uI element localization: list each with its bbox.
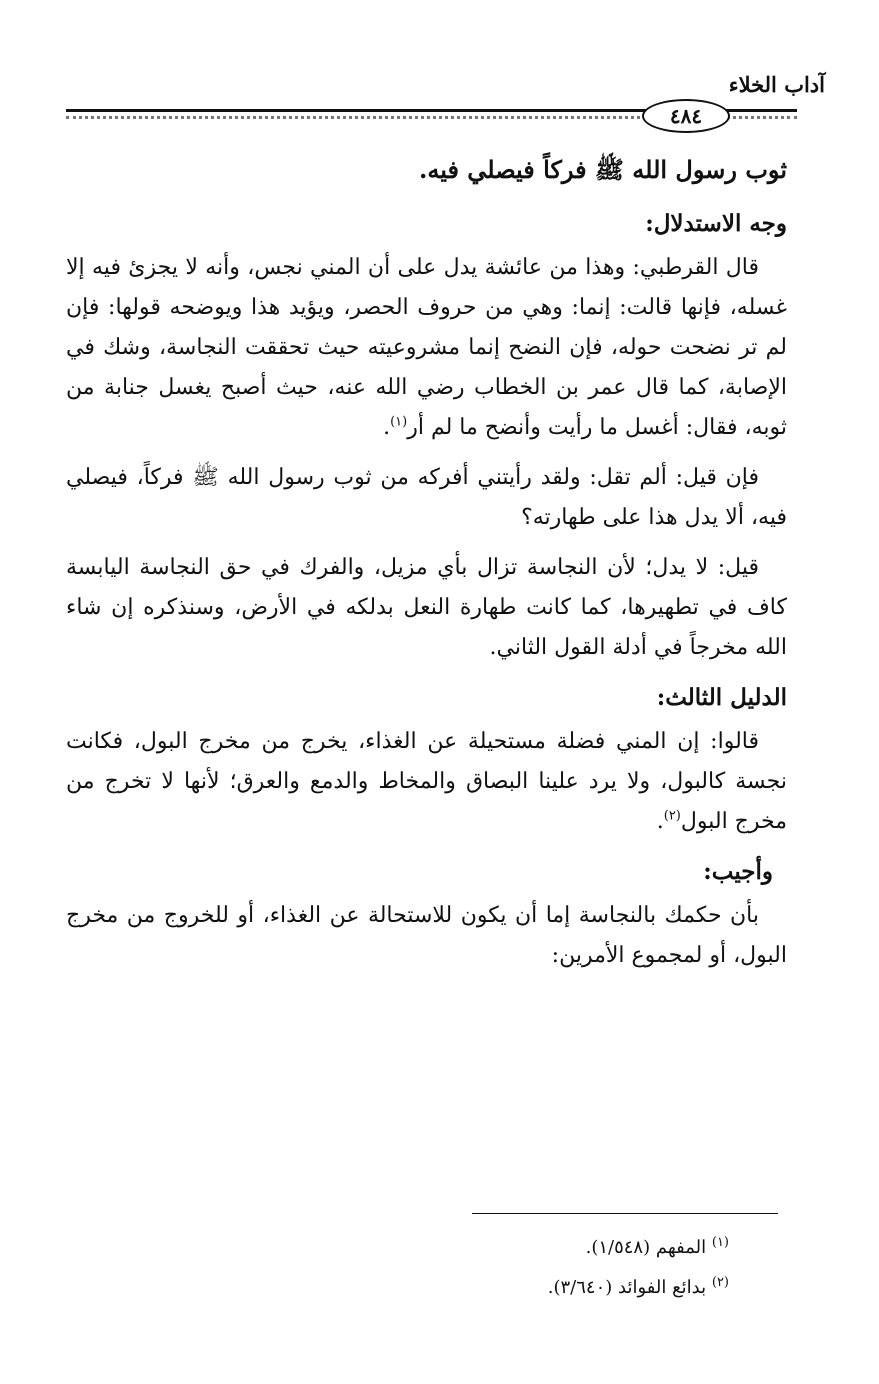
section-heading-answer: وأجيب: [703,858,773,885]
paragraph-qurtubi [66,248,787,448]
paragraph-objection: فإن قيل: ألم تقل: ولقد رأيتني أفركه من ثوب رسول الله ﷺ فركاً، فيصلي فيه، ألا يدل هذا على طهارته؟ [66,465,787,530]
footnote-marker: (١) [711,1235,729,1250]
footnote-ref-2: (٢) [663,808,681,824]
footnote-text: المفهم (١/٥٤٨). [585,1237,707,1258]
section-heading-third-proof: الدليل الثالث: [656,684,787,711]
paragraph-reply: قيل: لا يدل؛ لأن النجاسة تزال بأي مزيل، والفرك في حق النجاسة اليابسة كاف في تطهيرها، كما كانت طهارة النعل بدلكه في الأرض، وسنذكره إن شاء الله مخرجاً في أدلة القول الثاني. [66,555,787,660]
paragraph-third-proof [66,722,787,842]
footnote-item [66,1228,729,1268]
continuation-line: ثوب رسول الله ﷺ فركاً فيصلي فيه. [419,155,787,184]
paragraph-end: . [656,809,664,834]
section-heading-evidence: وجه الاستدلال: [645,210,787,237]
footnote-text: بدائع الفوائد (٣/٦٤٠). [547,1277,707,1298]
paragraph-answer: بأن حكمك بالنجاسة إما أن يكون للاستحالة عن الغذاء، أو للخروج من مخرج البول، أو لمجموع الأمرين: [66,903,787,968]
page-number: ٤٨٤ [642,99,730,133]
running-title: آداب الخلاء [728,72,825,97]
page-body [66,150,787,986]
paragraph-text: قالوا: إن المني فضلة مستحيلة عن الغذاء، يخرج من مخرج البول، فكانت نجسة كالبول، ولا يرد علينا البصاق والمخاط والدمع والعرق؛ لأنها لا تخرج من مخرج البول [66,729,787,834]
footnote-marker: (٢) [711,1275,729,1290]
footnote-item [66,1268,729,1308]
footnote-separator [472,1213,778,1214]
paragraph-text: قال القرطبي: وهذا من عائشة يدل على أن المني نجس، وأنه لا يجزئ فيه إلا غسله، فإنها قالت: إنما: وهي من حروف الحصر، ويؤيد هذا ويوضحه قولها: فإن لم تر نضحت حوله، فإن النضح إنما مشروعيته حيث تحققت النجاسة، وشك في الإصابة، كما قال عمر بن الخطاب رضي الله عنه، حيث أصبح يغسل جنابة من ثوبه، فقال: أغسل ما رأيت وأنضح ما لم أر [66,255,787,440]
footnotes [66,1228,729,1308]
paragraph-end: . [383,415,391,440]
footnote-ref-1: (١) [390,414,408,430]
